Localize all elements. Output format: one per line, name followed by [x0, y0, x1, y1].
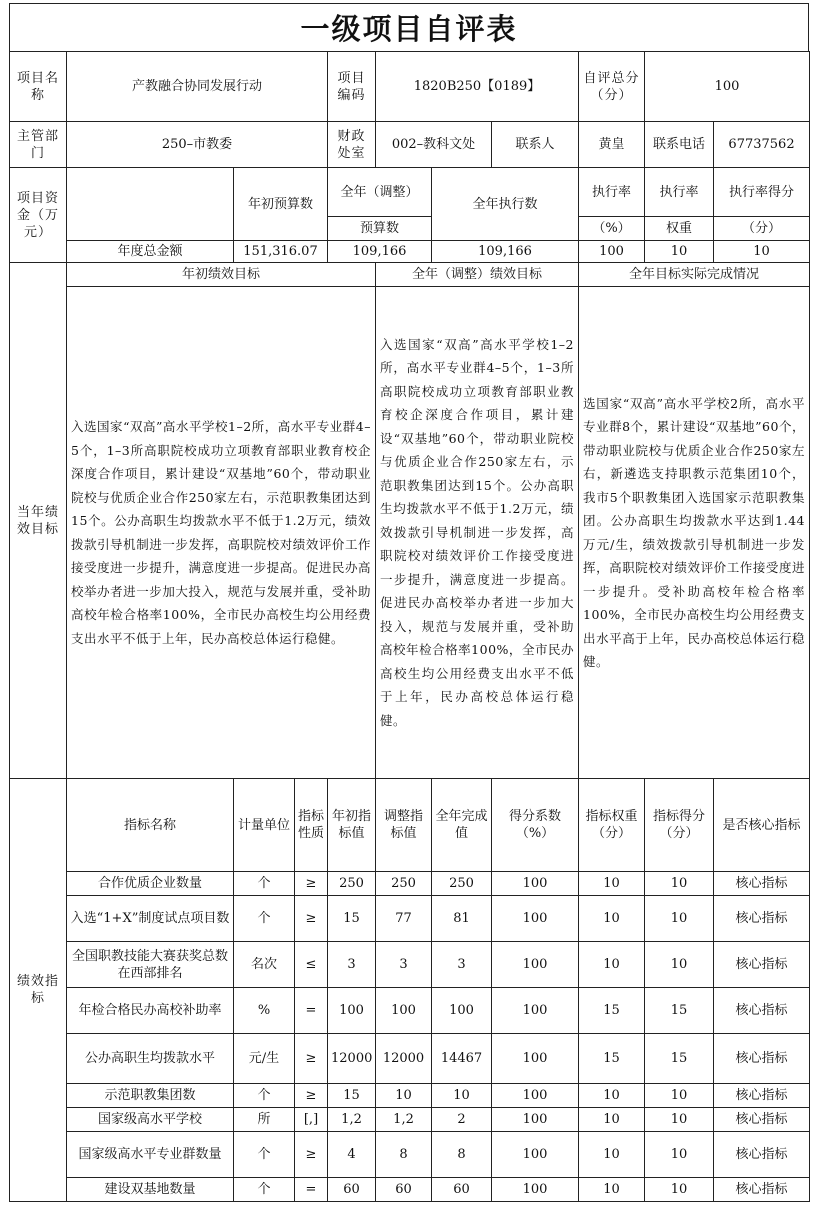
phone-label: 联系电话 [645, 122, 714, 168]
indicator-unit-cell: 个 [234, 1178, 295, 1202]
indicator-weight-cell: 10 [579, 1084, 645, 1108]
indicators-header-row [10, 779, 810, 872]
indicator-adjusted-cell: 1,2 [376, 1108, 432, 1132]
page-title: 一级项目自评表 [9, 3, 809, 51]
funds-total-row [10, 241, 810, 263]
department-value: 250–市教委 [67, 122, 328, 168]
indicator-actual-cell: 2 [432, 1108, 492, 1132]
adjusted-budget-value: 109,166 [328, 241, 432, 263]
indicator-adjusted-cell: 77 [376, 896, 432, 942]
indicator-coef-cell: 100 [492, 988, 579, 1034]
indicator-unit-cell: 个 [234, 896, 295, 942]
indicator-score-cell: 10 [645, 1178, 714, 1202]
self-evaluation-form [9, 3, 809, 1202]
indicator-initial-cell: 4 [328, 1132, 376, 1178]
indicator-initial-cell: 1,2 [328, 1108, 376, 1132]
indicator-score-cell: 10 [645, 1084, 714, 1108]
exec-rate-unit: （%） [579, 217, 645, 241]
indicator-nature-cell: [,] [295, 1108, 328, 1132]
self-score-value: 100 [645, 52, 810, 122]
initial-budget-label: 年初预算数 [234, 168, 328, 241]
goals-header-row [10, 263, 810, 287]
exec-weight-unit: 权重 [645, 217, 714, 241]
table-row [10, 942, 810, 988]
col-header-actual: 全年完成值 [432, 779, 492, 872]
indicator-adjusted-cell: 250 [376, 872, 432, 896]
executed-label: 全年执行数 [432, 168, 579, 241]
indicator-weight-cell: 10 [579, 1178, 645, 1202]
indicator-unit-cell: 元/生 [234, 1034, 295, 1084]
indicator-coef-cell: 100 [492, 872, 579, 896]
indicator-name-cell: 入选“1+X”制度试点项目数 [67, 896, 234, 942]
indicator-actual-cell: 8 [432, 1132, 492, 1178]
indicator-name-cell: 全国职教技能大赛获奖总数在西部排名 [67, 942, 234, 988]
indicator-core-cell: 核心指标 [714, 1034, 810, 1084]
table-row [10, 1132, 810, 1178]
indicator-nature-cell: = [295, 988, 328, 1034]
indicator-weight-cell: 15 [579, 1034, 645, 1084]
adjusted-budget-label: 全年（调整） [328, 168, 432, 217]
indicator-weight-cell: 10 [579, 872, 645, 896]
indicator-coef-cell: 100 [492, 1108, 579, 1132]
indicator-initial-cell: 250 [328, 872, 376, 896]
indicator-core-cell: 核心指标 [714, 988, 810, 1034]
exec-weight-label: 执行率 [645, 168, 714, 217]
goals-content-row [10, 287, 810, 779]
exec-score-unit: （分） [714, 217, 810, 241]
indicator-nature-cell: ≥ [295, 1132, 328, 1178]
col-header-name: 指标名称 [67, 779, 234, 872]
indicator-unit-cell: 个 [234, 872, 295, 896]
indicator-name-cell: 年检合格民办高校补助率 [67, 988, 234, 1034]
indicator-adjusted-cell: 3 [376, 942, 432, 988]
department-label: 主管部门 [10, 122, 67, 168]
indicator-actual-cell: 10 [432, 1084, 492, 1108]
indicator-name-cell: 公办高职生均拨款水平 [67, 1034, 234, 1084]
exec-score-value: 10 [714, 241, 810, 263]
indicator-name-cell: 建设双基地数量 [67, 1178, 234, 1202]
indicator-initial-cell: 12000 [328, 1034, 376, 1084]
initial-goal-text: 入选国家“双高”高水平学校1–2所，高水平专业群4–5个，1–3所高职院校成功立项教育部职业教育校企深度合作项目，累计建设“双基地”60个，带动职业院校与优质企业合作250家左右，示范职教集团达到15个。公办高职生均拨款水平不低于1.2万元，绩效拨款引导机制进一步发挥，高职院校对绩效评价工作接受度进一步提升，满意度进一步提高。促进民办高校举办者进一步加大投入，规范与发展并重，受补助高校年检合格率100%，全市民办高校生均公用经费支出水平不低于上年，民办高校总体运行稳健。 [67, 287, 376, 779]
indicator-nature-cell: = [295, 1178, 328, 1202]
table-row [10, 896, 810, 942]
indicator-score-cell: 10 [645, 872, 714, 896]
indicator-initial-cell: 15 [328, 1084, 376, 1108]
indicator-score-cell: 10 [645, 942, 714, 988]
adjusted-goal-header: 全年（调整）绩效目标 [376, 263, 579, 287]
indicator-coef-cell: 100 [492, 1178, 579, 1202]
indicator-actual-cell: 3 [432, 942, 492, 988]
annual-total-label: 年度总金额 [67, 241, 234, 263]
indicator-initial-cell: 60 [328, 1178, 376, 1202]
indicator-score-cell: 10 [645, 896, 714, 942]
indicator-core-cell: 核心指标 [714, 1084, 810, 1108]
indicator-core-cell: 核心指标 [714, 1108, 810, 1132]
indicator-initial-cell: 3 [328, 942, 376, 988]
contact-label: 联系人 [492, 122, 579, 168]
finance-office-label: 财政处室 [328, 122, 376, 168]
self-score-label: 自评总分（分） [579, 52, 645, 122]
exec-rate-value: 100 [579, 241, 645, 263]
col-header-initial: 年初指标值 [328, 779, 376, 872]
indicator-adjusted-cell: 60 [376, 1178, 432, 1202]
indicator-initial-cell: 100 [328, 988, 376, 1034]
indicator-core-cell: 核心指标 [714, 1178, 810, 1202]
indicator-nature-cell: ≥ [295, 1084, 328, 1108]
project-name-row [10, 52, 810, 122]
indicator-actual-cell: 81 [432, 896, 492, 942]
indicator-weight-cell: 10 [579, 942, 645, 988]
indicator-coef-cell: 100 [492, 1084, 579, 1108]
table-row [10, 988, 810, 1034]
table-row [10, 1034, 810, 1084]
col-header-core: 是否核心指标 [714, 779, 810, 872]
indicator-adjusted-cell: 10 [376, 1084, 432, 1108]
col-header-unit: 计量单位 [234, 779, 295, 872]
indicator-weight-cell: 10 [579, 1132, 645, 1178]
indicator-core-cell: 核心指标 [714, 872, 810, 896]
indicator-name-cell: 示范职教集团数 [67, 1084, 234, 1108]
indicator-score-cell: 10 [645, 1132, 714, 1178]
indicator-score-cell: 15 [645, 988, 714, 1034]
col-header-nature: 指标性质 [295, 779, 328, 872]
indicator-adjusted-cell: 8 [376, 1132, 432, 1178]
phone-value: 67737562 [714, 122, 810, 168]
indicator-core-cell: 核心指标 [714, 1132, 810, 1178]
indicator-unit-cell: 所 [234, 1108, 295, 1132]
indicator-adjusted-cell: 12000 [376, 1034, 432, 1084]
indicator-initial-cell: 15 [328, 896, 376, 942]
exec-weight-value: 10 [645, 241, 714, 263]
indicator-coef-cell: 100 [492, 1132, 579, 1178]
indicator-name-cell: 国家级高水平专业群数量 [67, 1132, 234, 1178]
executed-value: 109,166 [432, 241, 579, 263]
indicator-unit-cell: 名次 [234, 942, 295, 988]
exec-score-label: 执行率得分 [714, 168, 810, 217]
indicator-score-cell: 10 [645, 1108, 714, 1132]
indicator-actual-cell: 100 [432, 988, 492, 1034]
actual-completion-text: 选国家“双高”高水平学校2所，高水平专业群8个，累计建设“双基地”60个，带动职业院校与优质企业合作250家左右，新遴选支持职教示范集团10个，我市5个职教集团入选国家示范职教集团。公办高职生均拨款水平达到1.44万元/生，绩效拨款引导机制进一步发挥，高职院校对绩效评价工作接受度进一步提升。受补助高校年检合格率100%，全市民办高校生均公用经费支出水平高于上年，民办高校总体运行稳健。 [579, 287, 810, 779]
indicator-unit-cell: 个 [234, 1084, 295, 1108]
funds-label: 项目资金（万元） [10, 168, 67, 263]
indicator-nature-cell: ≤ [295, 942, 328, 988]
indicator-weight-cell: 10 [579, 896, 645, 942]
indicator-actual-cell: 250 [432, 872, 492, 896]
col-header-adjusted: 调整指标值 [376, 779, 432, 872]
col-header-coef: 得分系数（%） [492, 779, 579, 872]
initial-budget-value: 151,316.07 [234, 241, 328, 263]
indicator-actual-cell: 60 [432, 1178, 492, 1202]
indicator-unit-cell: % [234, 988, 295, 1034]
indicator-core-cell: 核心指标 [714, 896, 810, 942]
table-row [10, 1178, 810, 1202]
indicator-name-cell: 合作优质企业数量 [67, 872, 234, 896]
indicator-actual-cell: 14467 [432, 1034, 492, 1084]
indicator-nature-cell: ≥ [295, 1034, 328, 1084]
table-row [10, 1084, 810, 1108]
col-header-score: 指标得分（分） [645, 779, 714, 872]
actual-completion-header: 全年目标实际完成情况 [579, 263, 810, 287]
department-row [10, 122, 810, 168]
project-code-value: 1820B250【0189】 [376, 52, 579, 122]
table-row [10, 1108, 810, 1132]
project-name-value: 产教融合协同发展行动 [67, 52, 328, 122]
col-header-weight: 指标权重（分） [579, 779, 645, 872]
evaluation-table [9, 51, 810, 1202]
indicator-weight-cell: 10 [579, 1108, 645, 1132]
contact-value: 黄皇 [579, 122, 645, 168]
indicator-adjusted-cell: 100 [376, 988, 432, 1034]
indicator-nature-cell: ≥ [295, 896, 328, 942]
project-name-label: 项目名称 [10, 52, 67, 122]
initial-goal-header: 年初绩效目标 [67, 263, 376, 287]
indicator-coef-cell: 100 [492, 942, 579, 988]
indicator-coef-cell: 100 [492, 896, 579, 942]
indicator-weight-cell: 15 [579, 988, 645, 1034]
indicator-coef-cell: 100 [492, 1034, 579, 1084]
indicator-name-cell: 国家级高水平学校 [67, 1108, 234, 1132]
funds-header-row-1 [10, 168, 810, 217]
indicator-score-cell: 15 [645, 1034, 714, 1084]
goals-section-label: 当年绩效目标 [10, 263, 67, 779]
indicator-nature-cell: ≥ [295, 872, 328, 896]
finance-office-value: 002–教科文处 [376, 122, 492, 168]
adjusted-goal-text: 入选国家“双高”高水平学校1–2所，高水平专业群4–5个，1–3所高职院校成功立项教育部职业教育校企深度合作项目，累计建设“双基地”60个，带动职业院校与优质企业合作250家左右，示范职教集团达到15个。公办高职生均拨款水平不低于1.2万元，绩效拨款引导机制进一步发挥，高职院校对绩效评价工作接受度进一步提升，满意度进一步提高。促进民办高校举办者进一步加大投入，规范与发展并重，受补助高校年检合格率100%，全市民办高校生均公用经费支出水平不低于上年，民办高校总体运行稳健。 [376, 287, 579, 779]
project-code-label: 项目编码 [328, 52, 376, 122]
indicator-core-cell: 核心指标 [714, 942, 810, 988]
budget-label: 预算数 [328, 217, 432, 241]
table-row [10, 872, 810, 896]
exec-rate-label: 执行率 [579, 168, 645, 217]
indicator-unit-cell: 个 [234, 1132, 295, 1178]
indicators-section-label: 绩效指标 [10, 779, 67, 1202]
